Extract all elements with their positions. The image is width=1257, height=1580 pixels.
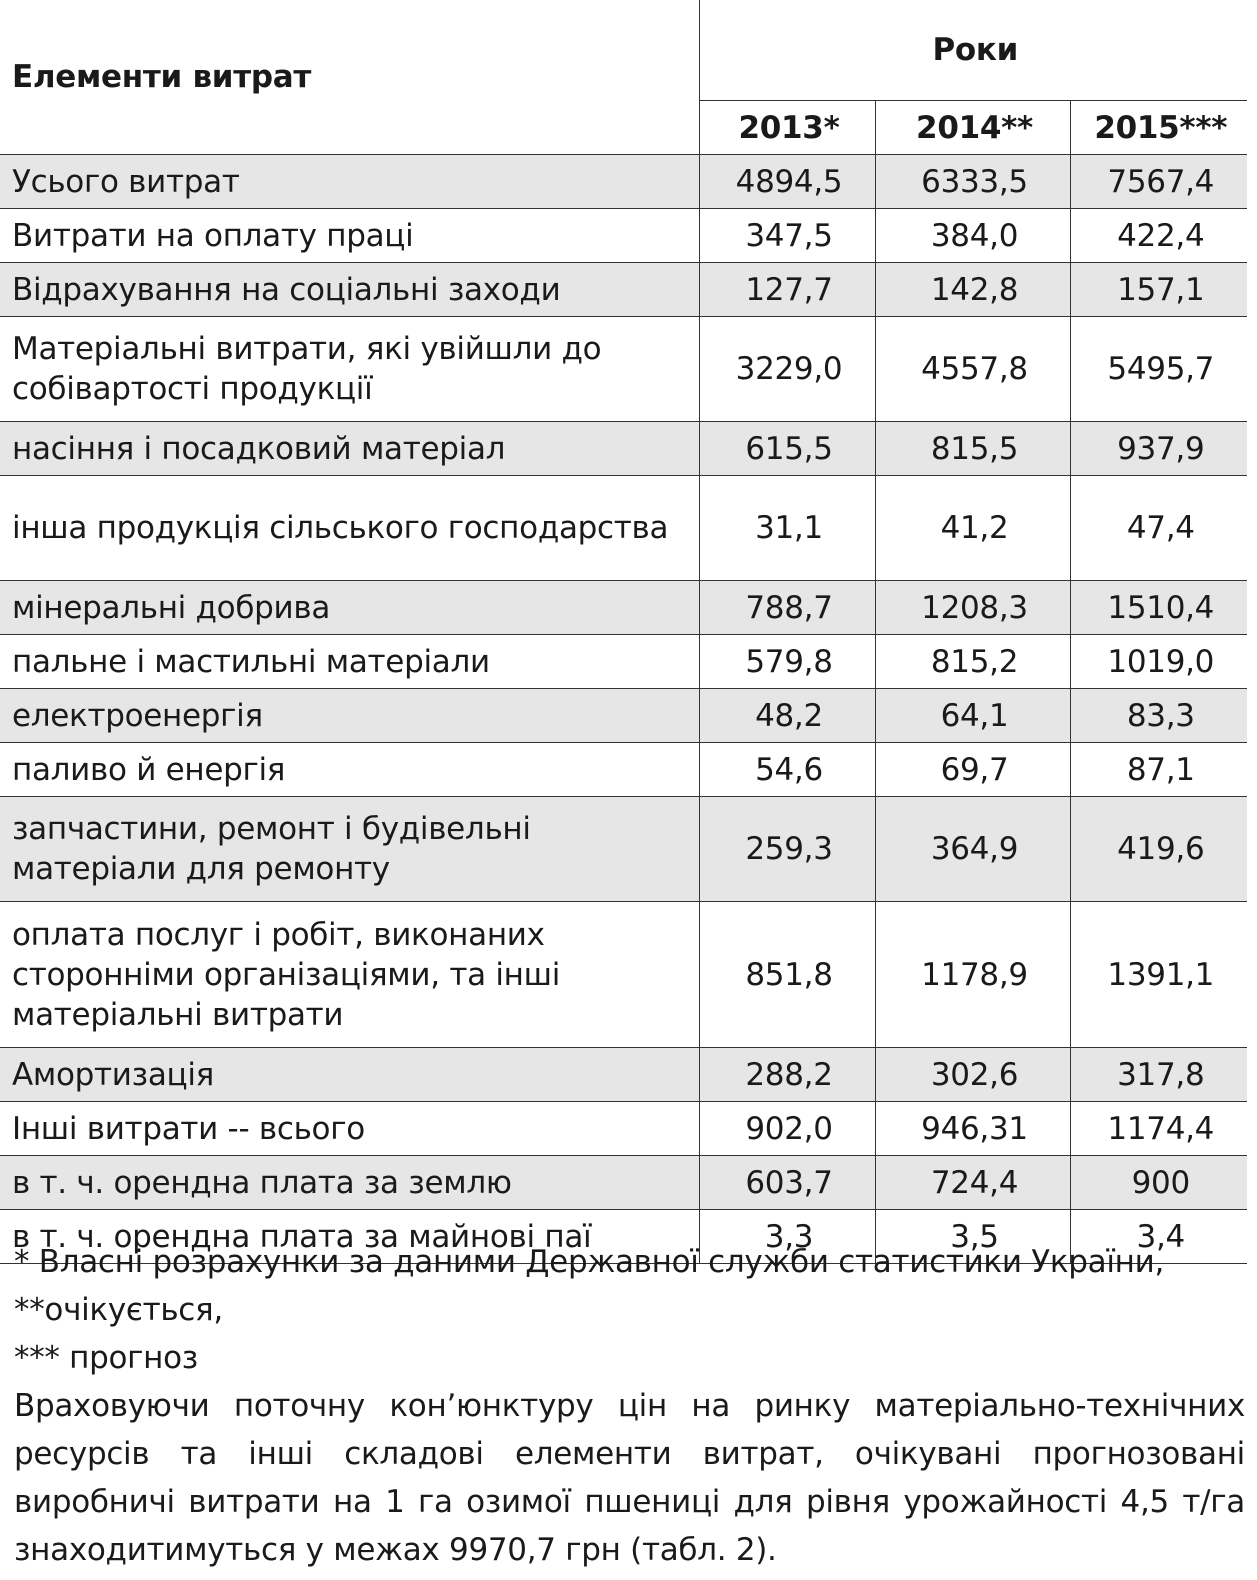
value-cell-2013: 4894,5	[699, 155, 875, 209]
footnotes	[0, 1238, 1251, 1574]
value-cell-2014: 815,2	[875, 635, 1070, 689]
row-label: оплата послуг і робіт, виконаних сторонніми організаціями, та інші матеріальні витрати	[0, 902, 699, 1048]
row-label: інша продукція сільського господарства	[0, 476, 699, 581]
row-label: Відрахування на соціальні заходи	[0, 263, 699, 317]
row-label: Амортизація	[0, 1048, 699, 1102]
value-cell-2014: 6333,5	[875, 155, 1070, 209]
table-row	[0, 689, 1247, 743]
table-body	[0, 155, 1247, 1264]
table-row	[0, 902, 1247, 1048]
row-label: насіння і посадковий матеріал	[0, 422, 699, 476]
row-label: пальне і мастильні матеріали	[0, 635, 699, 689]
table-row	[0, 1048, 1247, 1102]
value-cell-2013: 31,1	[699, 476, 875, 581]
table-row	[0, 1156, 1247, 1210]
header-year-2014: 2014**	[875, 101, 1070, 155]
value-cell-2015: 3,4	[1070, 1210, 1247, 1264]
value-cell-2013: 3229,0	[699, 317, 875, 422]
value-cell-2015: 1510,4	[1070, 581, 1247, 635]
value-cell-2015: 47,4	[1070, 476, 1247, 581]
row-label: Витрати на оплату праці	[0, 209, 699, 263]
table-row	[0, 635, 1247, 689]
row-label: в т. ч. орендна плата за майнові паї	[0, 1210, 699, 1264]
row-label: запчастини, ремонт і будівельні матеріали для ремонту	[0, 797, 699, 902]
table-row	[0, 797, 1247, 902]
row-label: електроенергія	[0, 689, 699, 743]
value-cell-2015: 1019,0	[1070, 635, 1247, 689]
value-cell-2015: 157,1	[1070, 263, 1247, 317]
value-cell-2014: 724,4	[875, 1156, 1070, 1210]
value-cell-2014: 1208,3	[875, 581, 1070, 635]
value-cell-2014: 64,1	[875, 689, 1070, 743]
table-row	[0, 263, 1247, 317]
value-cell-2015: 87,1	[1070, 743, 1247, 797]
value-cell-2015: 317,8	[1070, 1048, 1247, 1102]
header-year-2015: 2015***	[1070, 101, 1247, 155]
value-cell-2013: 259,3	[699, 797, 875, 902]
value-cell-2014: 3,5	[875, 1210, 1070, 1264]
value-cell-2015: 422,4	[1070, 209, 1247, 263]
value-cell-2013: 48,2	[699, 689, 875, 743]
value-cell-2015: 5495,7	[1070, 317, 1247, 422]
row-label: мінеральні добрива	[0, 581, 699, 635]
value-cell-2014: 364,9	[875, 797, 1070, 902]
value-cell-2013: 54,6	[699, 743, 875, 797]
footnote-forecast: *** прогноз	[14, 1340, 198, 1376]
value-cell-2013: 615,5	[699, 422, 875, 476]
row-label: паливо й енергія	[0, 743, 699, 797]
value-cell-2013: 902,0	[699, 1102, 875, 1156]
footnote-expected: **очікується,	[14, 1292, 223, 1328]
value-cell-2015: 1391,1	[1070, 902, 1247, 1048]
value-cell-2014: 69,7	[875, 743, 1070, 797]
header-years: Роки	[699, 0, 1247, 101]
value-cell-2014: 4557,8	[875, 317, 1070, 422]
row-label: Матеріальні витрати, які увійшли до собівартості продукції	[0, 317, 699, 422]
value-cell-2014: 1178,9	[875, 902, 1070, 1048]
value-cell-2015: 83,3	[1070, 689, 1247, 743]
value-cell-2013: 603,7	[699, 1156, 875, 1210]
row-label: Усього витрат	[0, 155, 699, 209]
table-row	[0, 209, 1247, 263]
value-cell-2013: 347,5	[699, 209, 875, 263]
value-cell-2014: 302,6	[875, 1048, 1070, 1102]
value-cell-2015: 419,6	[1070, 797, 1247, 902]
row-label: Інші витрати -- всього	[0, 1102, 699, 1156]
value-cell-2015: 900	[1070, 1156, 1247, 1210]
value-cell-2015: 937,9	[1070, 422, 1247, 476]
header-cost-elements: Елементи витрат	[0, 0, 699, 155]
value-cell-2013: 288,2	[699, 1048, 875, 1102]
value-cell-2014: 946,31	[875, 1102, 1070, 1156]
table-row	[0, 1102, 1247, 1156]
value-cell-2013: 579,8	[699, 635, 875, 689]
value-cell-2014: 815,5	[875, 422, 1070, 476]
table-row	[0, 581, 1247, 635]
footnote-source: * Власні розрахунки за даними Державної служби статистики України,	[14, 1244, 1165, 1280]
value-cell-2015: 1174,4	[1070, 1102, 1247, 1156]
table-row	[0, 743, 1247, 797]
body-paragraph: Враховуючи поточну кон’юнктуру цін на ринку матеріально-технічних ресурсів та інші складові елементи витрат, очікувані прогнозовані виробничі витрати на 1 га озимої пшениці для рівня урожайності 4,5 т/га знаходитимуться у межах 9970,7 грн (табл. 2).	[14, 1388, 1245, 1568]
table-row	[0, 422, 1247, 476]
table-row	[0, 155, 1247, 209]
header-year-2013: 2013*	[699, 101, 875, 155]
value-cell-2015: 7567,4	[1070, 155, 1247, 209]
row-label: в т. ч. орендна плата за землю	[0, 1156, 699, 1210]
value-cell-2013: 3,3	[699, 1210, 875, 1264]
value-cell-2013: 127,7	[699, 263, 875, 317]
table-row	[0, 317, 1247, 422]
value-cell-2014: 142,8	[875, 263, 1070, 317]
value-cell-2014: 41,2	[875, 476, 1070, 581]
table-row	[0, 476, 1247, 581]
value-cell-2014: 384,0	[875, 209, 1070, 263]
value-cell-2013: 851,8	[699, 902, 875, 1048]
value-cell-2013: 788,7	[699, 581, 875, 635]
